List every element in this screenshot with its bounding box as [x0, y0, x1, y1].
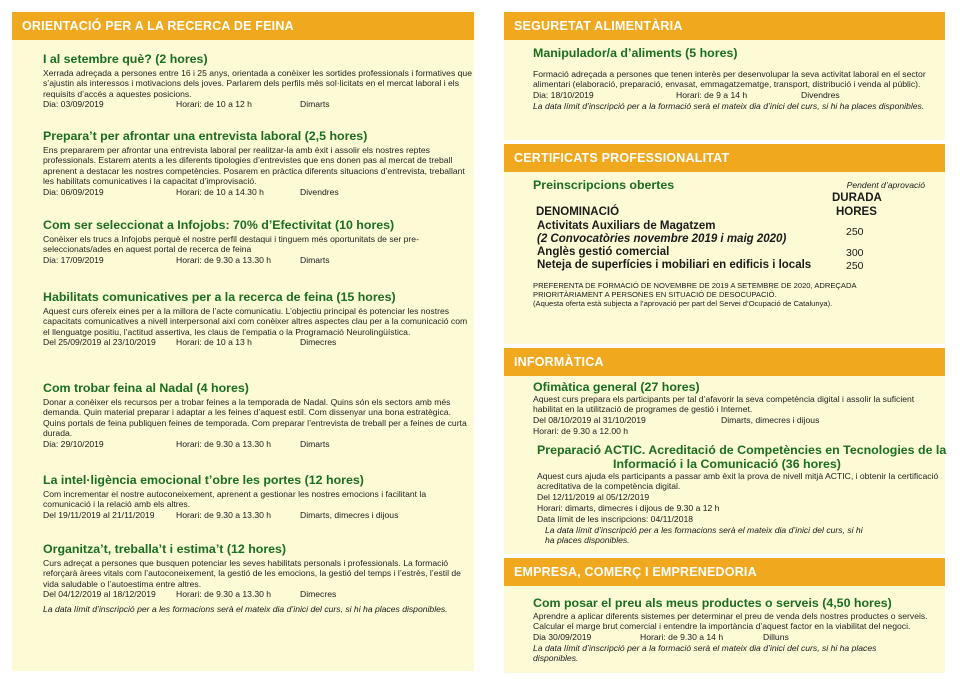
- course-item: [43, 218, 473, 266]
- course-item: [43, 52, 473, 110]
- course-title: Prepara’t per afrontar una entrevista laboral (2,5 hores): [43, 129, 368, 143]
- course-meta: [43, 337, 473, 348]
- course-hours: Horari: de 9 a 14 h: [676, 89, 748, 100]
- certificate-note: (2 Convocatòries novembre 2019 i maig 2020): [537, 233, 787, 245]
- course-title: Com posar el preu als meus productes o serveis (4,50 hores): [533, 596, 892, 610]
- course-title: Manipulador/a d’aliments (5 hores): [533, 46, 738, 60]
- course-hours: Horari: de 9.30 a 14 h: [640, 631, 724, 642]
- course-day: Divendres: [300, 186, 339, 197]
- preference-note: PREFERENTA DE FORMACIÓ DE NOVEMBRE DE 2019 A SETEMBRE DE 2020, ADREÇADA PRIORITÀRIAMENT A PERSONES EN SITUACIÓ DE DESOCUPACIÓ.: [533, 281, 857, 299]
- course-day: Divendres: [801, 89, 840, 100]
- certificate-hours: 300: [846, 247, 864, 259]
- course-item: [43, 473, 473, 521]
- course-description: Aquest curs ofereix eines per a la millora de l’acte comunicatiu. L’objectiu principal és potenciar les nostres capacitats comunicatives a nivell interpersonal així com conèixer altres aspectes clau per a la comunicació com el llenguatge positiu, l’actitud assertiva, les claus de l’empatia o la Programació Neurolingüística.: [43, 306, 468, 337]
- course-date: Del 04/12/2019 al 18/12/2019: [43, 589, 156, 600]
- course-date: Del 08/10/2019 al 31/10/2019: [533, 414, 646, 425]
- course-title: Ofimàtica general (27 hores): [533, 380, 700, 394]
- course-meta: [43, 439, 473, 450]
- course-hours: Horari: de 9.30 a 13.30 h: [176, 438, 272, 449]
- course-title: Habilitats comunicatives per a la recerca de feina (15 hores): [43, 290, 396, 304]
- orientacio-panel: [12, 12, 474, 671]
- course-title: La intel·ligència emocional t’obre les portes (12 hores): [43, 473, 364, 487]
- course-description: Xerrada adreçada a persones entre 16 i 25 anys, orientada a conèixer les sortides professionals i formatives que s’ajustin als interessos i motivacions dels joves. Parlarem dels perfils més sol·licitats en el mercat laboral i els requisits d’accés a aquestes posicions.: [43, 68, 472, 99]
- course-title: Com trobar feina al Nadal (4 hores): [43, 381, 249, 395]
- course-hours: Horari: de 9.30 a 13.30 h: [176, 509, 272, 520]
- deadline-note: La data límit d’inscripció per a les formacions serà el mateix dia d’inici del curs, si hi ha places disponibles.: [43, 604, 448, 615]
- course-date: Dia: 17/09/2019: [43, 254, 104, 265]
- course-title: Organitza’t, treballa’t i estima’t (12 hores): [43, 542, 287, 556]
- section-header-empresa: EMPRESA, COMERÇ I EMPRENEDORIA: [504, 558, 945, 586]
- course-meta: [43, 255, 473, 266]
- course-date: Dia: 29/10/2019: [43, 438, 104, 449]
- course-meta: [43, 187, 473, 198]
- course-item: [43, 542, 473, 615]
- course-title: Com ser seleccionat a Infojobs: 70% d’Efectivitat (10 hores): [43, 218, 395, 232]
- course-description: Ens prepararem per afrontar una entrevista laboral per realitzar-la amb èxit i assolir els nostres reptes professionals. Estarem atents a les diferents tipologies d’entrevistes que ens donen pas al mercat de treball aprenent a destacar les nostres competències. Posarem en pràctica diferents situacions d’entrevista, treballant les habilitats comunicatives i la capacitat d’improvisació.: [43, 145, 465, 187]
- certificate-name: Anglès gestió comercial: [537, 246, 670, 258]
- informatica-panel: [504, 348, 945, 554]
- course-item: [43, 129, 473, 198]
- course-day: Dilluns: [763, 631, 789, 642]
- course-meta: [533, 415, 943, 426]
- course-date: Dia: 03/09/2019: [43, 99, 104, 110]
- empresa-panel: [504, 558, 945, 673]
- course-title: I al setembre què? (2 hores): [43, 52, 208, 66]
- course-item: [43, 381, 473, 450]
- course-title: Preparació ACTIC. Acreditació de Competències en Tecnologies de la: [537, 443, 947, 457]
- course-description: Aprendre a aplicar diferents sistemes per determinar el preu de venda dels nostres productes o serveis. Calcular el marge brut comercial i entendre la importància d’aquest factor en la viabilitat del negoci.: [533, 611, 928, 632]
- right-column: [504, 12, 945, 667]
- course-date: Del 19/11/2019 al 21/11/2019: [43, 509, 155, 520]
- deadline-note: La data límit d’inscripció per a les formacions serà el mateix dia d’inici del curs, si hi ha places disponibles.: [545, 524, 863, 546]
- course-meta: [533, 632, 943, 643]
- course-description: Aquest curs prepara els participants per tal d’afavorir la seva competència digital i assolir la suficient habilitat en la utilització de programes de gestió i Internet.: [533, 394, 915, 415]
- duration-header: DURADA: [832, 192, 882, 204]
- course-description: Formació adreçada a persones que tenen interès per desenvolupar la seva activitat laboral en el sector alimentari (elaboració, preparació, envasat, emmagatzematge, transport, distribució i venda al públic).: [533, 69, 926, 90]
- section-header-orientacio: ORIENTACIÓ PER A LA RECERCA DE FEINA: [12, 12, 474, 40]
- course-item: [533, 380, 943, 437]
- pending-approval-label: Pendent d’aprovació: [846, 180, 925, 190]
- course-item: [533, 596, 943, 664]
- certificate-hours: 250: [846, 260, 864, 272]
- course-item: [537, 443, 945, 546]
- deadline-note: La data límit d’inscripció per a la formació serà el mateix dia d’inici del curs, si hi ha places disponibles.: [533, 100, 925, 111]
- certificate-name: Neteja de superfícies i mobiliari en edificis i locals: [537, 259, 812, 271]
- course-item: [43, 290, 473, 348]
- section-header-certificats: CERTIFICATS PROFESSIONALITAT: [504, 144, 945, 172]
- approval-note: (Aquesta oferta està subjecta a l’aprovació per part del Servei d’Ocupació de Catalunya).: [533, 299, 833, 308]
- course-meta: [43, 589, 473, 600]
- course-day: Dimecres: [300, 589, 337, 600]
- section-header-informatica: INFORMÀTICA: [504, 348, 945, 376]
- course-hours: Horari: de 9.30 a 12.00 h: [533, 425, 629, 436]
- seguretat-panel: [504, 12, 945, 140]
- course-day: Dimarts, dimecres i dijous: [721, 414, 820, 425]
- course-date: Dia: 06/09/2019: [43, 186, 104, 197]
- course-day: Dimarts: [300, 99, 330, 110]
- course-description: Conèixer els trucs a Infojobs perquè el nostre perfil destaqui i tinguem més oportunitats de ser pre-seleccionats/ades en aquest portal de recerca de feina: [43, 234, 419, 255]
- course-hours: Horari: de 9.30 a 13.30 h: [176, 589, 272, 600]
- preinscription-title: Preinscripcions obertes: [533, 178, 675, 192]
- course-description: Com incrementar el nostre autoconeixement, aprenent a gestionar les nostres emocions i facilitant la comunicació i la relació amb els altres.: [43, 489, 427, 510]
- section-header-seguretat: SEGURETAT ALIMENTÀRIA: [504, 12, 945, 40]
- deadline-note: La data límit d’inscripció per a la formació serà el mateix dia d’inici del curs, si hi ha places disponibles.: [533, 642, 877, 664]
- course-days: Horari: dimarts, dimecres i dijous de 9.30 a 12 h: [537, 502, 720, 513]
- certificate-name: Activitats Auxiliars de Magatzem: [537, 220, 716, 232]
- course-description: Aquest curs ajuda els participants a passar amb èxit la prova de nivell mitjà ACTIC, i obtenir la certificació acreditativa de la competència digital.: [537, 471, 939, 492]
- registration-deadline: Data límit de les inscripcions: 04/11/2018: [537, 513, 694, 524]
- course-item: [533, 46, 943, 111]
- course-date: Dia: 18/10/2019: [533, 89, 594, 100]
- course-date: Dia 30/09/2019: [533, 631, 592, 642]
- hours-header: HORES: [836, 206, 877, 218]
- certificats-panel: [504, 144, 945, 344]
- course-day: Dimarts, dimecres i dijous: [300, 509, 399, 520]
- course-meta: [43, 99, 473, 110]
- name-header: DENOMINACIÓ: [536, 206, 620, 218]
- course-meta: [533, 90, 943, 101]
- course-hours: Horari: de 10 a 12 h: [176, 99, 252, 110]
- course-title-continued: Informació i la Comunicació (36 hores): [613, 457, 841, 471]
- certificate-hours: 250: [846, 226, 864, 238]
- course-meta: [43, 510, 473, 521]
- course-hours: Horari: de 10 a 14.30 h: [176, 186, 264, 197]
- course-meta: [533, 426, 943, 437]
- course-date: Del 25/09/2019 al 23/10/2019: [43, 337, 156, 348]
- course-day: Dimarts: [300, 254, 330, 265]
- course-description: Donar a conèixer els recursos per a trobar feines a la temporada de Nadal. Quins són els sectors amb més demanda. Quin material preparar i adaptar a les feines d’aquest estil. Com dissenyar una bona estratègica. Quins portals de feina publiquen feines de temporada. Com preparar l’entrevista de treball per a feines de curta durada.: [43, 397, 467, 439]
- course-day: Dimecres: [300, 337, 337, 348]
- course-hours: Horari: de 9.30 a 13.30 h: [176, 254, 272, 265]
- course-hours: Horari: de 10 a 13 h: [176, 337, 252, 348]
- course-description: Curs adreçat a persones que busquen potenciar les seves habilitats personals i professionals. La formació reforçarà àrees vitals com l’autoconeixement, la gestió de les emocions, la gestió del temps i l’estrès, l’estil de vida saludable o l’autoestima entre altres.: [43, 558, 461, 589]
- course-date: Del 12/11/2019 al 05/12/2019: [537, 491, 650, 502]
- course-day: Dimarts: [300, 438, 330, 449]
